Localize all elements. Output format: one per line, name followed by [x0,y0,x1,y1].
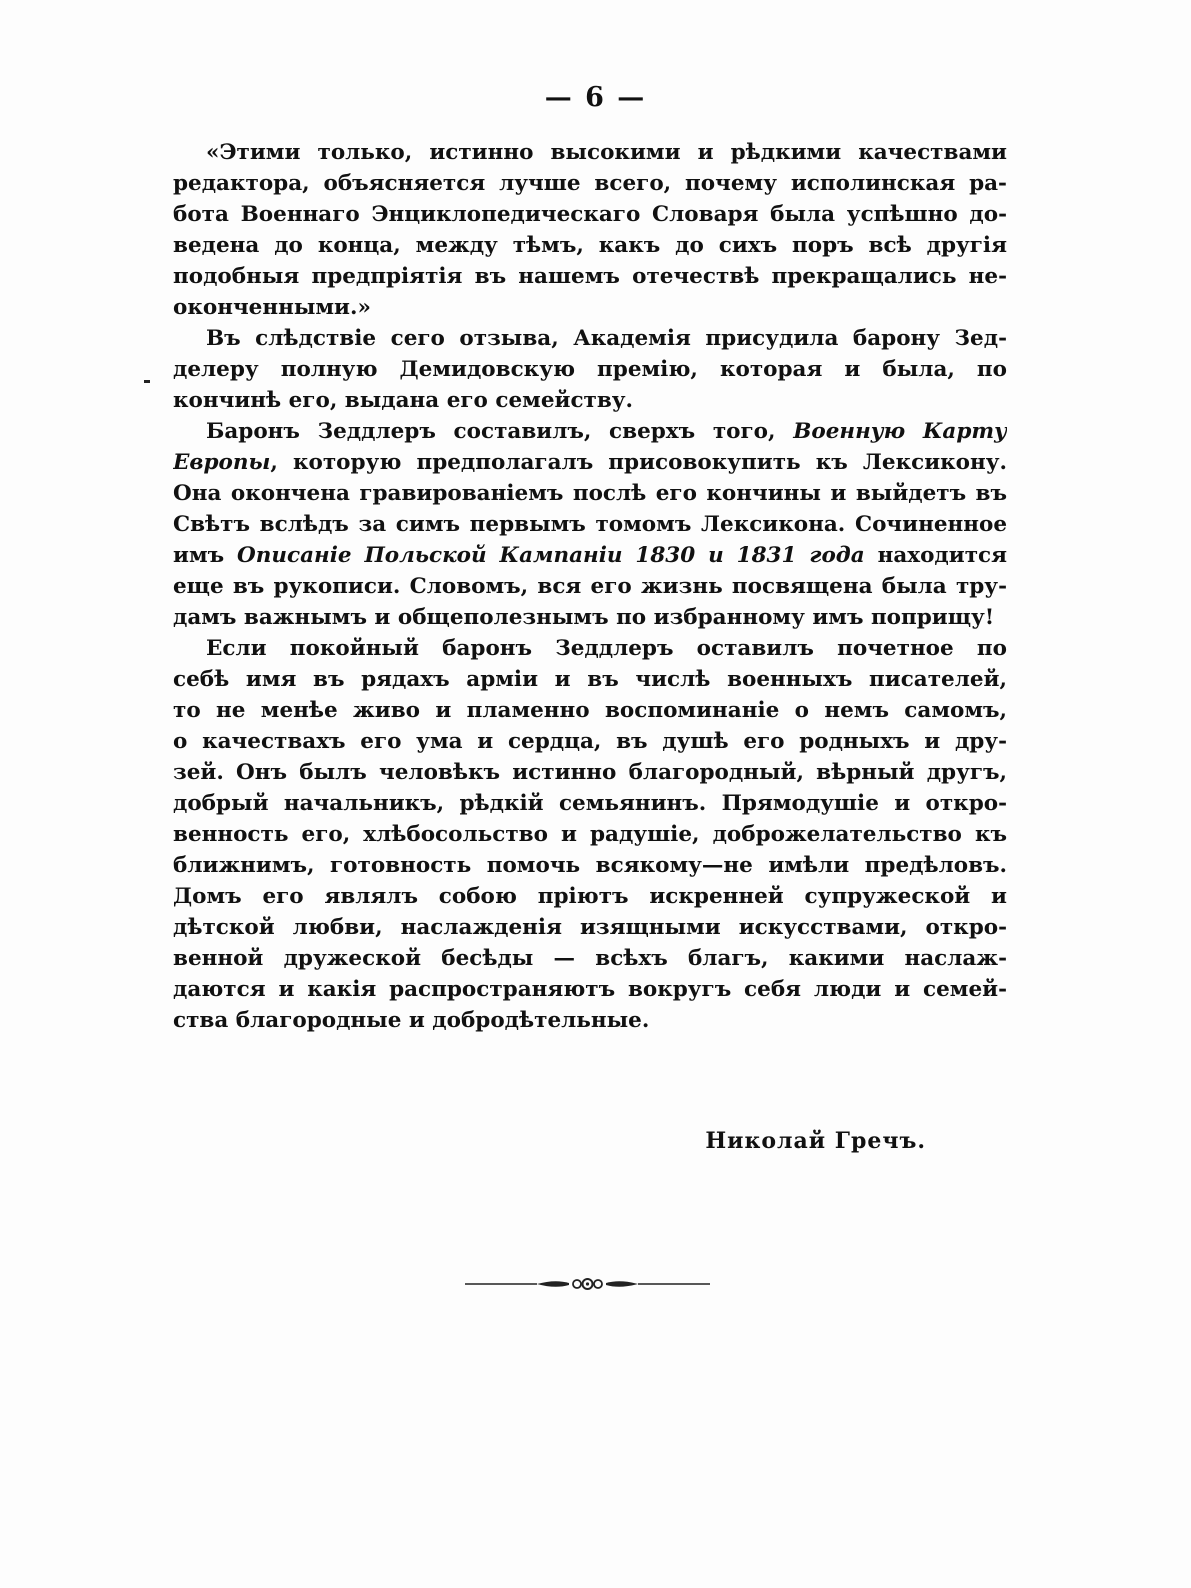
text-line: делеру полную Демидовскую премію, которая и была, по [173,357,1007,382]
paragraph-4 [173,633,1007,1036]
text-line: ства благородные и добродѣтельные. [173,1008,650,1033]
text-segment: имъ [173,543,225,568]
text-line: Домъ его являлъ собою пріютъ искренней супружеской и [173,884,1007,909]
text-line: ведена до конца, между тѣмъ, какъ до сихъ поръ всѣ другія [173,233,1007,258]
text-line: подобныя предпріятія въ нашемъ отечествѣ прекращались не- [173,264,1007,289]
text-line: дѣтской любви, наслажденія изящными искусствами, откро- [173,915,1007,940]
text-line: Если покойный баронъ Зеддлеръ оставилъ почетное по [206,636,1007,661]
italic-title: Европы [173,450,271,475]
text-line [173,540,1007,571]
paragraph-2 [173,323,1007,416]
paragraph-3 [173,416,1007,633]
text-line: себѣ имя въ рядахъ арміи и въ числѣ военныхъ писателей, [173,667,1007,692]
text-line: ближнимъ, готовность помочь всякому—не имѣли предѣловъ. [173,853,1007,878]
text-line: венность его, хлѣбосольство и радушіе, доброжелательство къ [173,822,1007,847]
text-line: о качествахъ его ума и сердца, въ душѣ его родныхъ и дру- [173,729,1007,754]
stray-ink-mark [144,380,150,383]
italic-title: Военную Карту [793,419,1007,444]
text-line: даются и какія распространяютъ вокругъ себя люди и семей- [173,977,1007,1002]
text-segment: , которую предполагалъ присовокупить къ Лексикону. [270,450,1007,475]
text-line: зей. Онъ былъ человѣкъ истинно благородный, вѣрный другъ, [173,760,1007,785]
text-line: оконченными.» [173,295,371,320]
text-line: то не менѣе живо и пламенно воспоминаніе о немъ самомъ, [173,698,1007,723]
text-line: добрый начальникъ, рѣдкій семьянинъ. Прямодушіе и откро- [173,791,1007,816]
page-number: — 6 — [544,82,647,113]
text-line: Въ слѣдствіе сего отзыва, Академія присудила барону Зед- [206,326,1007,351]
text-line: венной дружеской бесѣды — всѣхъ благъ, какими наслаж- [173,946,1007,971]
text-line: кончинѣ его, выдана его семейству. [173,388,634,413]
author-signature: Николай Гречъ. [705,1128,926,1154]
text-line: редактора, объясняется лучше всего, почему исполинская ра- [173,171,1007,196]
italic-title: Описаніе Польской Кампаніи 1830 и 1831 года [237,543,865,568]
text-segment: находится [877,543,1007,568]
text-line [173,416,1007,447]
body-text [173,137,1007,1036]
text-line: бота Военнаго Энциклопедическаго Словаря была успѣшно до- [173,202,1007,227]
text-line: еще въ рукописи. Словомъ, вся его жизнь посвящена была тру- [173,574,1007,599]
text-line [173,447,1007,478]
text-line: Она окончена гравированіемъ послѣ его кончины и выйдетъ въ [173,481,1007,506]
text-line: Свѣтъ вслѣдъ за симъ первымъ томомъ Лексикона. Сочиненное [173,512,1007,537]
ornament-divider-icon [465,1276,710,1292]
paragraph-1 [173,137,1007,323]
text-segment: Баронъ Зеддлеръ составилъ, сверхъ того, [206,419,776,444]
text-line: дамъ важнымъ и общеполезнымъ по избранному имъ поприщу! [173,605,995,630]
text-line: «Этими только, истинно высокими и рѣдкими качествами [206,140,1007,165]
